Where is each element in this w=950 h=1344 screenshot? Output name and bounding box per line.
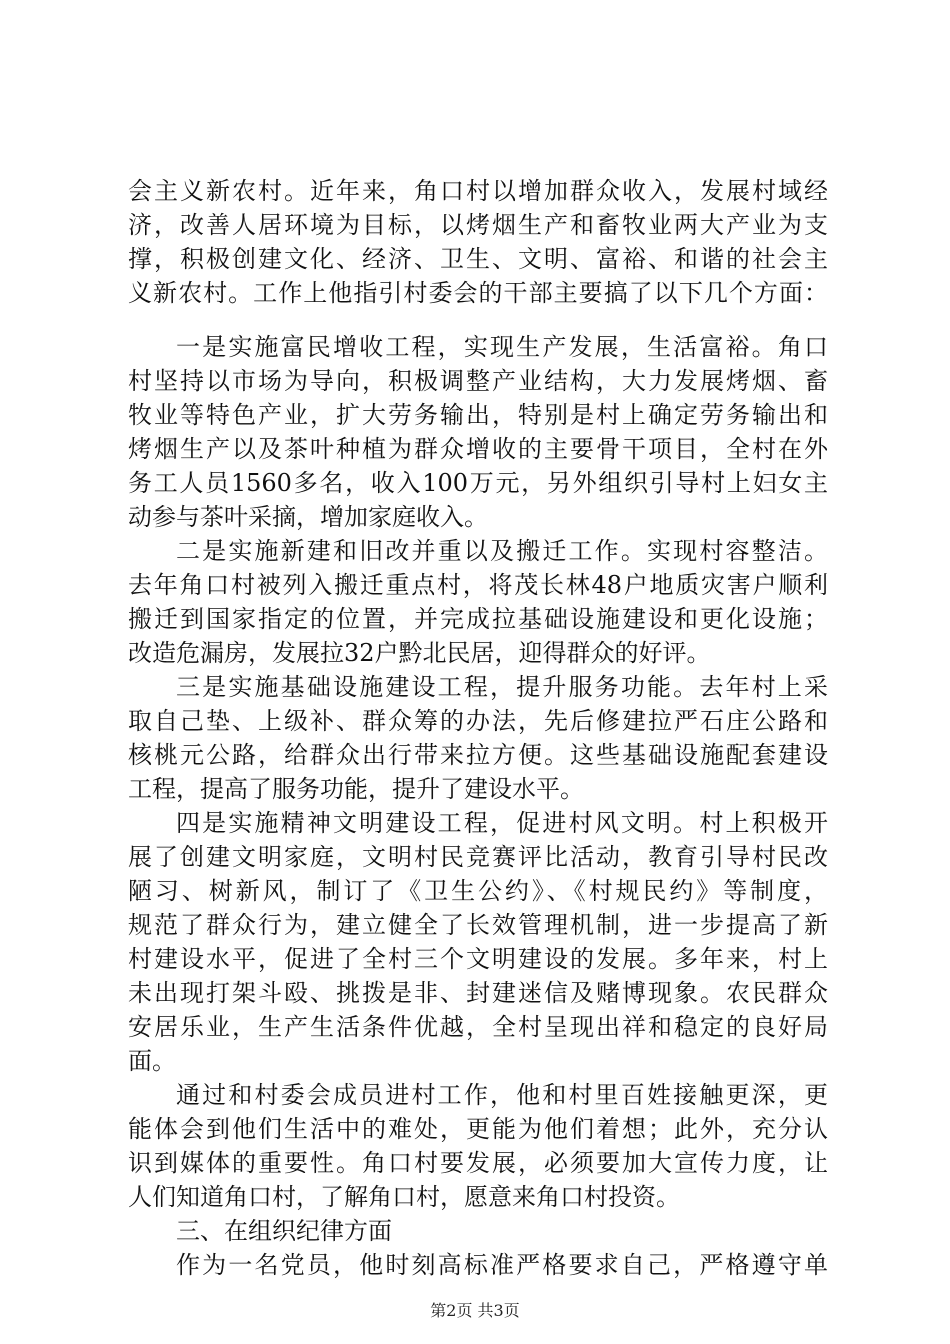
text-line: 作为一名党员，他时刻高标准严格要求自己，严格遵守单 bbox=[176, 1251, 828, 1279]
text-line: 识到媒体的重要性。角口村要发展，必须要加大宣传力度，让 bbox=[128, 1149, 828, 1177]
text-line: 通过和村委会成员进村工作，他和村里百姓接触更深，更 bbox=[176, 1081, 828, 1109]
text-line: 牧业等特色产业，扩大劳务输出，特别是村上确定劳务输出和 bbox=[128, 401, 828, 429]
text-line: 能体会到他们生活中的难处，更能为他们着想；此外，充分认 bbox=[128, 1115, 828, 1143]
text-line: 取自己垫、上级补、群众筹的办法，先后修建拉严石庄公路和 bbox=[128, 707, 828, 735]
text-line: 展了创建文明家庭，文明村民竞赛评比活动，教育引导村民改 bbox=[128, 843, 828, 871]
text-line: 面。 bbox=[128, 1047, 176, 1075]
section-heading: 三、在组织纪律方面 bbox=[176, 1217, 392, 1245]
text-line: 人们知道角口村，了解角口村，愿意来角口村投资。 bbox=[128, 1183, 680, 1211]
text-line: 村建设水平，促进了全村三个文明建设的发展。多年来，村上 bbox=[128, 945, 828, 973]
text-line: 工程，提高了服务功能，提升了建设水平。 bbox=[128, 775, 584, 803]
text-line: 去年角口村被列入搬迁重点村，将茂长林48户地质灾害户顺利 bbox=[128, 571, 828, 599]
page-number: 第2页 共3页 bbox=[430, 1301, 520, 1320]
text-line: 改造危漏房，发展拉32户黔北民居，迎得群众的好评。 bbox=[128, 639, 711, 667]
text-line: 搬迁到国家指定的位置，并完成拉基础设施建设和更化设施； bbox=[128, 605, 828, 633]
text-line: 四是实施精神文明建设工程，促进村风文明。村上积极开 bbox=[176, 809, 828, 837]
text-line: 安居乐业，生产生活条件优越，全村呈现出祥和稳定的良好局 bbox=[128, 1013, 828, 1041]
text-line: 一是实施富民增收工程，实现生产发展，生活富裕。角口 bbox=[176, 333, 828, 361]
text-line: 陋习、树新风，制订了《卫生公约》、《村规民约》等制度， bbox=[128, 877, 828, 905]
text-line: 烤烟生产以及茶叶种植为群众增收的主要骨干项目，全村在外 bbox=[128, 435, 828, 463]
text-line: 村坚持以市场为导向，积极调整产业结构，大力发展烤烟、畜 bbox=[128, 367, 828, 395]
text-line: 会主义新农村。近年来，角口村以增加群众收入，发展村域经 bbox=[128, 177, 828, 205]
text-line: 规范了群众行为，建立健全了长效管理机制，进一步提高了新 bbox=[128, 911, 828, 939]
text-line: 核桃元公路，给群众出行带来拉方便。这些基础设施配套建设 bbox=[128, 741, 828, 769]
text-line: 三是实施基础设施建设工程，提升服务功能。去年村上采 bbox=[176, 673, 828, 701]
text-line: 未出现打架斗殴、挑拨是非、封建迷信及赌博现象。农民群众 bbox=[128, 979, 828, 1007]
text-line: 济，改善人居环境为目标，以烤烟生产和畜牧业两大产业为支 bbox=[128, 211, 828, 239]
text-line: 义新农村。工作上他指引村委会的干部主要搞了以下几个方面： bbox=[128, 279, 828, 307]
text-line: 二是实施新建和旧改并重以及搬迁工作。实现村容整洁。 bbox=[176, 537, 828, 565]
text-line: 撑，积极创建文化、经济、卫生、文明、富裕、和谐的社会主 bbox=[128, 245, 828, 273]
text-line: 务工人员1560多名，收入100万元，另外组织引导村上妇女主 bbox=[128, 469, 828, 497]
text-line: 动参与茶叶采摘，增加家庭收入。 bbox=[128, 503, 488, 531]
